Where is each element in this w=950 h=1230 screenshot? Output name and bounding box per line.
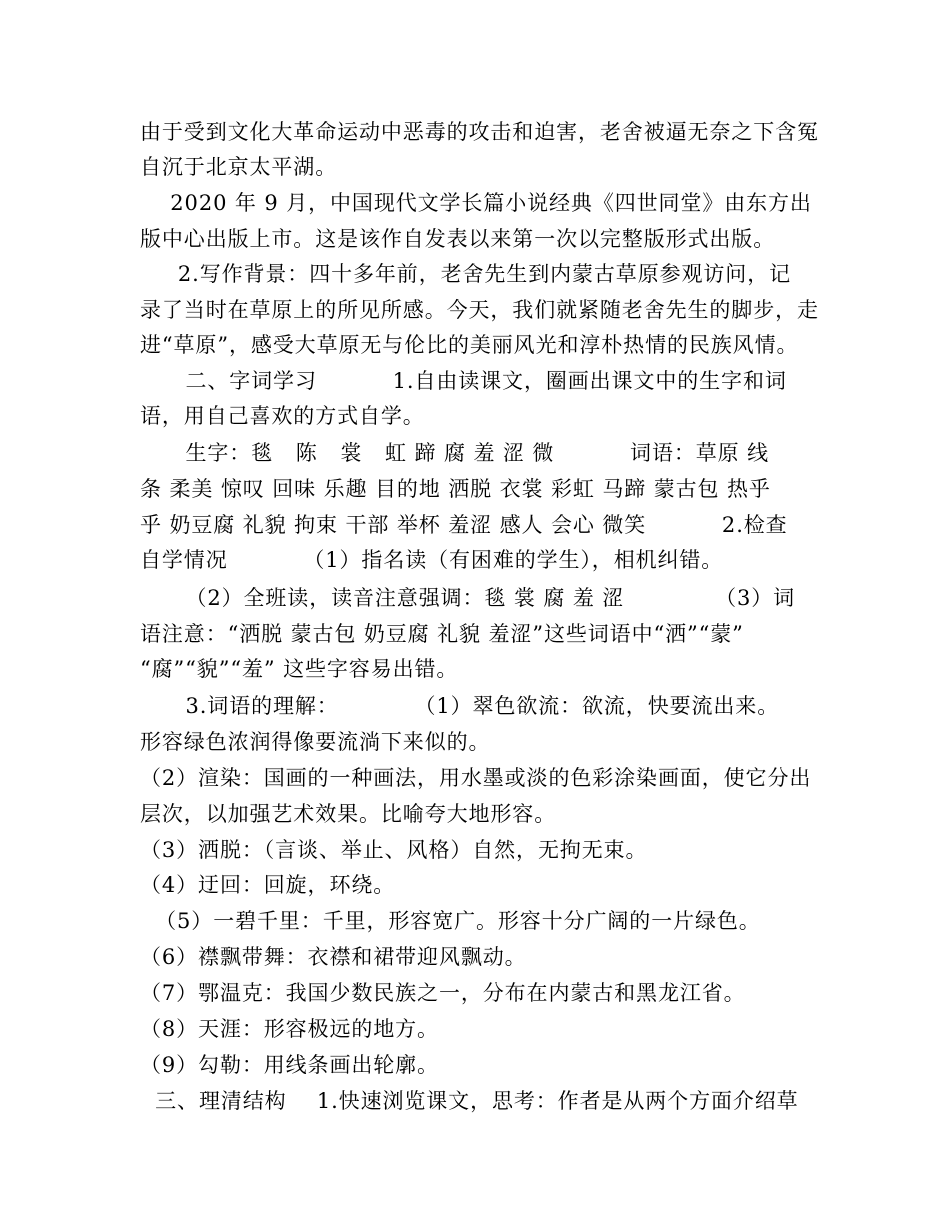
text-line: 由于受到文化大革命运动中恶毒的攻击和迫害，老舍被逼无奈之下含冤	[140, 120, 819, 144]
text-line: 3.词语的理解： （1）翠色欲流：欲流，快要流出来。	[140, 694, 780, 718]
text-line: 2.写作背景：四十多年前，老舍先生到内蒙古草原参观访问，记	[140, 262, 792, 286]
text-line: 语注意：“洒脱 蒙古包 奶豆腐 礼貌 羞涩”这些词语中“洒”“蒙”	[140, 622, 744, 646]
text-line: 层次，以加强艺术效果。比喻夸大地形容。	[140, 802, 557, 826]
text-line: （9）勾勒：用线条画出轮廓。	[140, 1053, 439, 1077]
text-line: （2）渲染：国画的一种画法，用水墨或淡的色彩涂染画面，使它分出	[140, 766, 812, 790]
text-line: 二、字词学习 1.自由读课文，圈画出课文中的生字和词	[140, 369, 787, 393]
text-line: 版中心出版上市。这是该作自发表以来第一次以完整版形式出版。	[140, 227, 776, 251]
text-line: （6）襟飘带舞：衣襟和裙带迎风飘动。	[140, 945, 527, 969]
text-line: （4）迂回：回旋，环绕。	[140, 873, 396, 897]
text-line: 自学情况 （1）指名读（有困难的学生），相机纠错。	[140, 548, 724, 572]
text-line: （5）一碧千里：千里，形容宽广。形容十分广阔的一片绿色。	[140, 909, 761, 933]
text-line: （3）洒脱：（言谈、举止、风格）自然，无拘无束。	[140, 838, 648, 862]
text-line: 自沉于北京太平湖。	[140, 155, 338, 179]
text-line: 2020 年 9 月，中国现代文学长篇小说经典《四世同堂》由东方出	[140, 191, 812, 215]
text-line: 生字：毯 陈 裳 虹 蹄 腐 羞 涩 微 词语：草原 线	[140, 441, 770, 465]
text-line: 形容绿色浓润得像要流淌下来似的。	[140, 730, 491, 754]
text-line: 录了当时在草原上的所见所感。今天，我们就紧随老舍先生的脚步，走	[140, 298, 819, 322]
text-line: “腐”“貌”“羞” 这些字容易出错。	[140, 657, 459, 681]
text-line: 三、理清结构 1.快速浏览课文，思考：作者是从两个方面介绍草	[140, 1089, 799, 1113]
text-line: 语，用自己喜欢的方式自学。	[140, 404, 425, 428]
text-line: （2）全班读，读音注意强调：毯 裳 腐 羞 涩 （3）词	[140, 586, 796, 610]
text-line: （7）鄂温克：我国少数民族之一，分布在内蒙古和黑龙江省。	[140, 981, 746, 1005]
text-line: 进“草原”，感受大草原无与伦比的美丽风光和淳朴热情的民族风情。	[140, 333, 799, 357]
text-line: （8）天涯：形容极远的地方。	[140, 1017, 439, 1041]
text-line: 乎 奶豆腐 礼貌 拘束 干部 举杯 羞涩 感人 会心 微笑 2.检查	[140, 513, 788, 537]
text-line: 条 柔美 惊叹 回味 乐趣 目的地 洒脱 衣裳 彩虹 马蹄 蒙古包 热乎	[140, 477, 771, 501]
